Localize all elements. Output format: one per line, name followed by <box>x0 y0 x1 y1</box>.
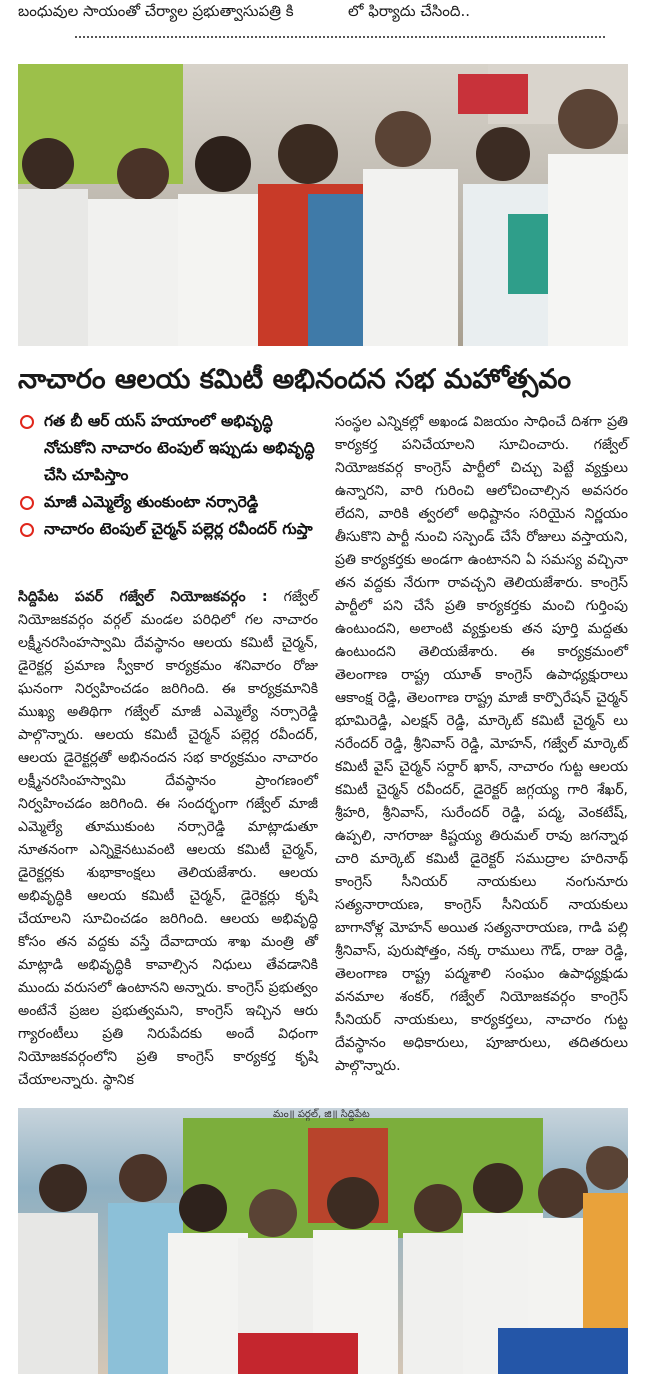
highlight-text: గత బీ ఆర్ యస్ హయాంలో అభివృద్ధి నోచుకోని నాచారం టెంపుల్ ఇప్పుడు అభివృద్ధి చేసి చూపిస్తాం <box>44 412 315 484</box>
highlight-item <box>18 516 318 543</box>
highlight-text: మాజీ ఎమ్మెల్యే తుంకుంటా నర్సారెడ్డి <box>44 493 259 511</box>
bullet-ring-icon <box>20 496 34 510</box>
article-headline: నాచారం ఆలయ కమిటీ అభినందన సభ మహోత్సవం <box>18 364 572 395</box>
bullet-ring-icon <box>20 415 34 429</box>
article-body-left: గజ్వేల్ నియోజకవర్గం వర్గల్ మండల పరిధిలో గల నాచారం లక్ష్మీనరసింహస్వామి దేవస్థానం ఆలయ కమిటీ చైర్మన్, డైరెక్టర్ల ప్రమాణ స్వీకార కార్యక్రమం శనివారం రోజు ఘనంగా నిర్వహించడం జరిగింది. ఈ కార్యక్రమానికి ముఖ్య అతిథిగా గజ్వేల్ మాజీ ఎమ్మెల్యే నర్సారెడ్డి పాల్గొన్నారు. ఆలయ కమిటీ చైర్మన్ పల్లెర్ల రవీందర్, ఆలయ డైరెక్టర్లతో అభినందన సభ కార్యక్రమం నాచారం లక్ష్మీనరసింహస్వామి దేవస్థానం ప్రాంగణంలో నిర్వహించడం జరిగింది. ఈ సందర్భంగా గజ్వేల్ మాజీ ఎమ్మెల్యే తూముకుంట నర్సారెడ్డి మాట్లాడుతూ నూతనంగా ఎన్నికైనటువంటి ఆలయ కమిటీ చైర్మన్, డైరెక్టర్లకు శుభాకాంక్షలు తెలియజేశారు. ఆలయ అభివృద్ధికి ఆలయ కమిటీ చైర్మన్, డైరెక్టర్లు కృషి చేయాలని సూచించడం జరిగింది. ఆలయ అభివృద్ధి కోసం తన వద్దకు వస్తే దేవాదాయ శాఖ మంత్రి తో మాట్లాడి అభివృద్ధికి కావాల్సిన నిధులు తేవడానికి ముందు వరుసలో ఉంటానని అన్నారు. కాంగ్రెస్ ప్రభుత్వం అంటేనే ప్రజల ప్రభుత్వమని, కాంగ్రెస్ ఇచ్చిన ఆరు గ్యారంటీలు ప్రతి నిరుపేదకు అందే విధంగా నియోజకవర్గంలోని ప్రతి కాంగ్రెస్ కార్యకర్త కృషి చేయాలన్నారు. స్థానిక <box>18 589 318 1088</box>
article-body-right: సంస్థల ఎన్నికల్లో అఖండ విజయం సాధించే దిశగా ప్రతి కార్యకర్త పనిచేయాలని సూచించారు. గజ్వేల్ నియోజకవర్గ కాంగ్రెస్ పార్టీలో చిచ్చు పెట్టే వ్యక్తులు ఉన్నారని, వారి గురించి ఆలోచించాల్సిన అవసరం లేదని, వారికి త్వరలో అధిష్టానం సరియైన నిర్ణయం తీసుకొని పార్టీ నుంచి సస్పెండ్ చేసే రోజులు వస్తాయని, ప్రతి కార్యకర్తకు అండగా ఉంటానని ఏ సమస్య వచ్చినా తన వద్దకు నేరుగా రావచ్చని తెలియజేశారు. కాంగ్రెస్ పార్టీలో పని చేసే ప్రతి కార్యకర్తకు మంచి గుర్తింపు ఉంటుందని, అలాంటి వ్యక్తులకు తన పూర్తి మద్దతు ఉంటుందని తెలియజేశారు. ఈ కార్యక్రమంలో తెలంగాణ రాష్ట్ర యూత్ కాంగ్రెస్ ఉపాధ్యక్షురాలు ఆకాంక్ష రెడ్డి, తెలంగాణ రాష్ట్ర మాజీ కార్పొరేషన్ చైర్మన్ భూమిరెడ్డి, ఎలక్షన్ రెడ్డి, మార్కెట్ కమిటీ చైర్మన్ లు నరేందర్ రెడ్డి, శ్రీనివాస్ రెడ్డి, మోహన్, గజ్వేల్ మార్కెట్ కమిటీ వైస్ చైర్మన్ సర్దార్ ఖాన్, నాచారం గుట్ట ఆలయ కమిటీ చైర్మన్ రవీందర్, డైరెక్టర్ జగ్గయ్య గారి శేఖర్, శ్రీహరి, శ్రీనివాస్, సురేందర్ రెడ్డి, పద్మ, వెంకటేష్, ఉప్పలి, నాగరాజు కిష్టయ్య తిరుమల్ రావు జగన్నాథ చారి మార్కెట్ కమిటీ డైరెక్టర్ సముద్రాల హరినాథ్ కాంగ్రెస్ సీనియర్ నాయకులు నంగునూరు సత్యనారాయణ, కాంగ్రెస్ సీనియర్ నాయకులు బాగానోళ్ల మోహన్ అయిత సత్యనారాయణ, గాడి పల్లి శ్రీనివాస్, పురుషోత్తం, నక్క రాములు గౌడ్, రాజు రెడ్డి, తెలంగాణ రాష్ట్ర పద్మశాలి సంఘం ఉపాధ్యక్షుడు వనమాల శంకర్, గజ్వేల్ నియోజకవర్గం కాంగ్రెస్ సీనియర్ నాయకులు, కార్యకర్తలు, నాచారం గుట్ట దేవస్థానం అధికారులు, పూజారులు, తదితరులు పాల్గొన్నారు. <box>335 414 628 1074</box>
article-column-left <box>18 586 318 1092</box>
highlight-item <box>18 489 318 516</box>
section-divider <box>75 36 605 38</box>
photo-icon <box>18 64 628 346</box>
event-photo-top <box>18 64 628 346</box>
previous-article-right-text: లో ఫిర్యాదు చేసింది.. <box>348 2 471 20</box>
highlight-text: నాచారం టెంపుల్ చైర్మన్ పల్లెర్ల రవీందర్ గుప్తా <box>44 520 313 538</box>
previous-article-left-text: బంధువుల సాయంతో చేర్యాల ప్రభుత్వాసుపత్రి కి <box>18 2 294 20</box>
banner-caption: మం॥ పర్గల్, జి॥ సిద్దిపేట <box>273 1109 370 1120</box>
article-dateline: సిద్దిపేట పవర్ గజ్వేల్ నియోజకవర్గం : <box>18 589 268 605</box>
article-column-right <box>335 411 628 1078</box>
previous-article-strip <box>0 0 665 40</box>
event-photo-bottom <box>18 1108 628 1374</box>
photo-icon <box>18 1108 628 1374</box>
highlight-list <box>18 408 318 543</box>
bullet-ring-icon <box>20 523 34 537</box>
highlight-item <box>18 408 318 489</box>
